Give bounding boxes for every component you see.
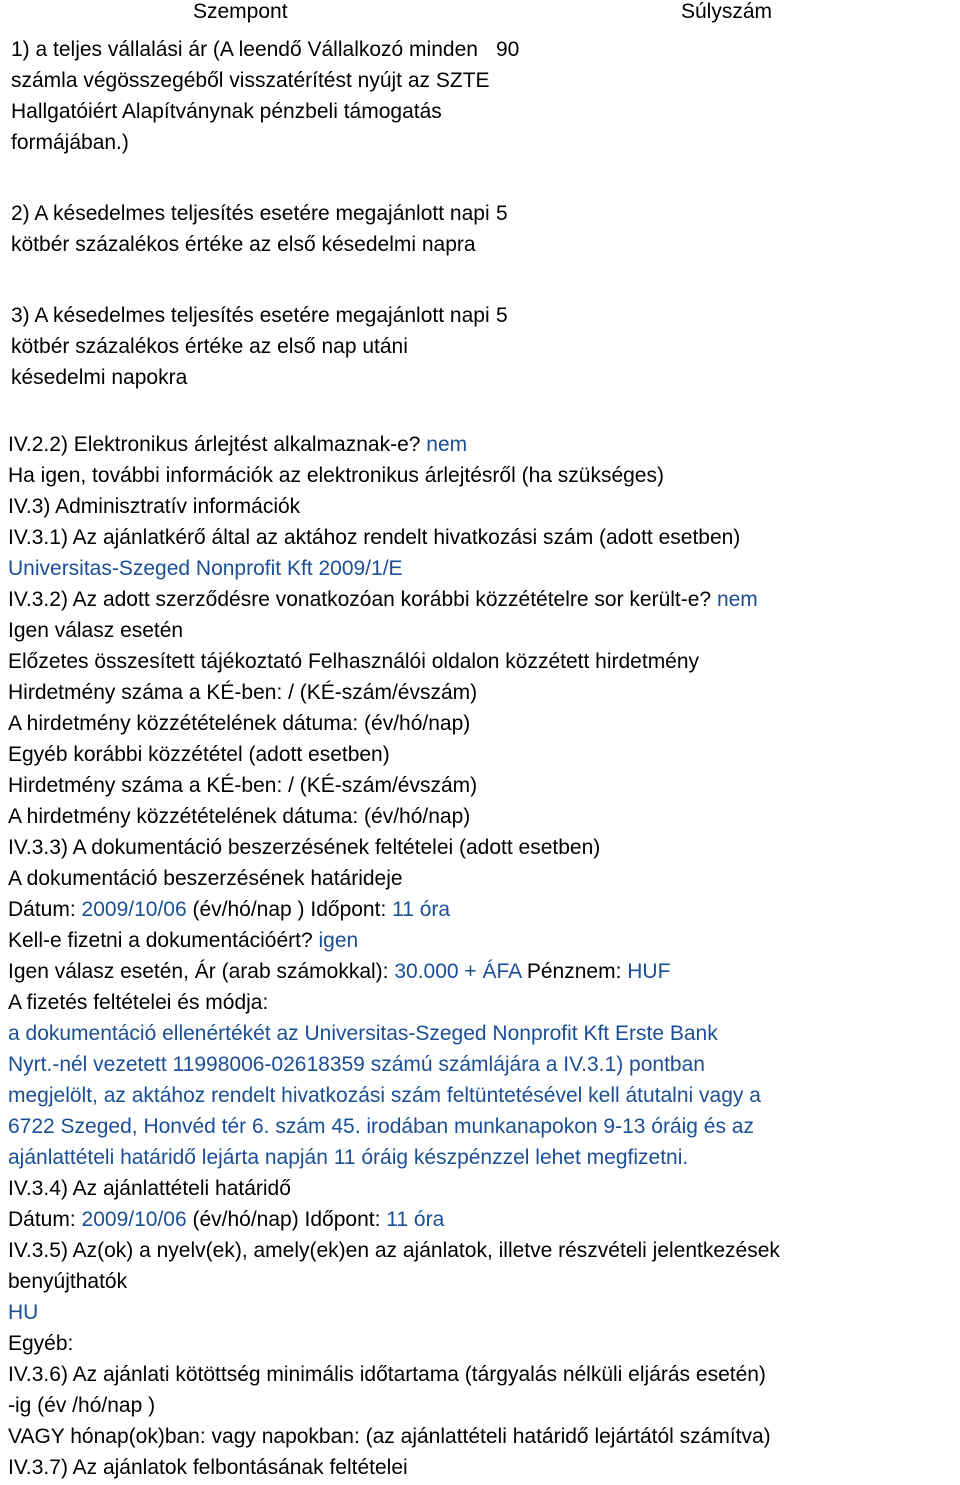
text-line: A dokumentáció beszerzésének határideje bbox=[8, 867, 403, 890]
language-heading: IV.3.5) Az(ok) a nyelv(ek), amely(ek)en az ajánlatok, illetve részvételi jelentkezések bbox=[8, 1239, 780, 1262]
text-line: -ig (év /hó/nap ) bbox=[8, 1394, 156, 1417]
text-line: A hirdetmény közzétételének dátuma: (év/hó/nap) bbox=[8, 805, 471, 828]
eauction-label: IV.2.2) Elektronikus árlejtést alkalmaznak-e? bbox=[8, 433, 427, 456]
payment-terms-text: a dokumentáció ellenértékét az Universitas-Szeged Nonprofit Kft Erste Bank bbox=[8, 1022, 718, 1045]
date-label: Dátum: bbox=[8, 1208, 82, 1231]
text-line: Előzetes összesített tájékoztató Felhasználói oldalon közzétett hirdetmény bbox=[8, 650, 700, 673]
time-value: 11 óra bbox=[386, 1208, 445, 1231]
reference-number-value: Universitas-Szeged Nonprofit Kft 2009/1/E bbox=[8, 557, 403, 580]
eauction-answer: nem bbox=[426, 433, 468, 456]
date-value: 2009/10/06 bbox=[81, 898, 187, 921]
table-header-weight: Súlyszám bbox=[681, 0, 773, 23]
eauction-info: Ha igen, további információk az elektronikus árlejtésről (ha szükséges) bbox=[8, 464, 664, 487]
language-value: HU bbox=[8, 1301, 39, 1324]
payment-required-answer: igen bbox=[318, 929, 359, 952]
payment-terms-text: ajánlattételi határidő lejárta napján 11 óráig készpénzzel lehet megfizetni. bbox=[8, 1146, 689, 1169]
date-label: Dátum: bbox=[8, 898, 82, 921]
criterion-row-3: 3) A késedelmes teljesítés esetére megajánlott napi kötbér százalékos értéke az első nap utáni késedelmi napokra bbox=[11, 304, 490, 389]
time-label: (év/hó/nap ) Időpont: bbox=[186, 898, 393, 921]
text-line: VAGY hónap(ok)ban: vagy napokban: (az ajánlattételi határidő lejártától számítva) bbox=[8, 1425, 771, 1448]
text-line: Egyéb: bbox=[8, 1332, 74, 1355]
time-value: 11 óra bbox=[392, 898, 451, 921]
deadline-heading: IV.3.4) Az ajánlattételi határidő bbox=[8, 1177, 291, 1200]
text-line: benyújthatók bbox=[8, 1270, 128, 1293]
time-label: (év/hó/nap) Időpont: bbox=[186, 1208, 387, 1231]
criterion-row-2: 2) A késedelmes teljesítés esetére megajánlott napi kötbér százalékos értéke az első késedelmi napra bbox=[11, 202, 490, 256]
price-value: 30.000 + ÁFA bbox=[394, 960, 522, 983]
date-value: 2009/10/06 bbox=[81, 1208, 187, 1231]
weight-row-3: 5 bbox=[496, 304, 508, 327]
text-line: Igen válasz esetén bbox=[8, 619, 184, 642]
documentation-heading: IV.3.3) A dokumentáció beszerzésének feltételei (adott esetben) bbox=[8, 836, 601, 859]
validity-heading: IV.3.6) Az ajánlati kötöttség minimális időtartama (tárgyalás nélküli eljárás esetén) bbox=[8, 1363, 766, 1386]
eauction-question bbox=[8, 431, 467, 459]
text-line: Hirdetmény száma a KÉ-ben: / (KÉ-szám/évszám) bbox=[8, 681, 478, 704]
text-line: A hirdetmény közzétételének dátuma: (év/hó/nap) bbox=[8, 712, 471, 735]
payment-required-label: Kell-e fizetni a dokumentációért? bbox=[8, 929, 319, 952]
criterion-row-1: 1) a teljes vállalási ár (A leendő Vállalkozó minden számla végösszegéből visszatérítést nyújt az SZTE Hallgatóiért Alapítványnak pénzbeli támogatás formájában.) bbox=[11, 38, 490, 154]
prior-publication-question bbox=[8, 586, 758, 614]
payment-required bbox=[8, 927, 358, 955]
tender-deadline bbox=[8, 1206, 444, 1234]
payment-terms-text: 6722 Szeged, Honvéd tér 6. szám 45. irodában munkanapokon 9-13 óráig és az bbox=[8, 1115, 754, 1138]
payment-terms-label: A fizetés feltételei és módja: bbox=[8, 991, 269, 1014]
price-label: Igen válasz esetén, Ár (arab számokkal): bbox=[8, 960, 395, 983]
currency-label: Pénznem: bbox=[521, 960, 628, 983]
documentation-deadline bbox=[8, 896, 450, 924]
payment-terms-text: megjelölt, az aktához rendelt hivatkozási szám feltüntetésével kell átutalni vagy a bbox=[8, 1084, 761, 1107]
weight-row-1: 90 bbox=[496, 38, 520, 61]
prior-publication-label: IV.3.2) Az adott szerződésre vonatkozóan korábbi közzétételre sor került-e? bbox=[8, 588, 717, 611]
section-heading: IV.3) Adminisztratív információk bbox=[8, 495, 301, 518]
text-line: Egyéb korábbi közzététel (adott esetben) bbox=[8, 743, 390, 766]
payment-terms-text: Nyrt.-nél vezetett 11998006-02618359 számú számlájára a IV.3.1) pontban bbox=[8, 1053, 705, 1076]
weight-row-2: 5 bbox=[496, 202, 508, 225]
reference-number-label: IV.3.1) Az ajánlatkérő által az aktához rendelt hivatkozási szám (adott esetben) bbox=[8, 526, 741, 549]
prior-publication-answer: nem bbox=[716, 588, 758, 611]
currency-value: HUF bbox=[627, 960, 671, 983]
price-line bbox=[8, 958, 670, 986]
table-header-criterion: Szempont bbox=[193, 0, 288, 23]
text-line: Hirdetmény száma a KÉ-ben: / (KÉ-szám/évszám) bbox=[8, 774, 478, 797]
opening-heading: IV.3.7) Az ajánlatok felbontásának feltételei bbox=[8, 1456, 408, 1479]
